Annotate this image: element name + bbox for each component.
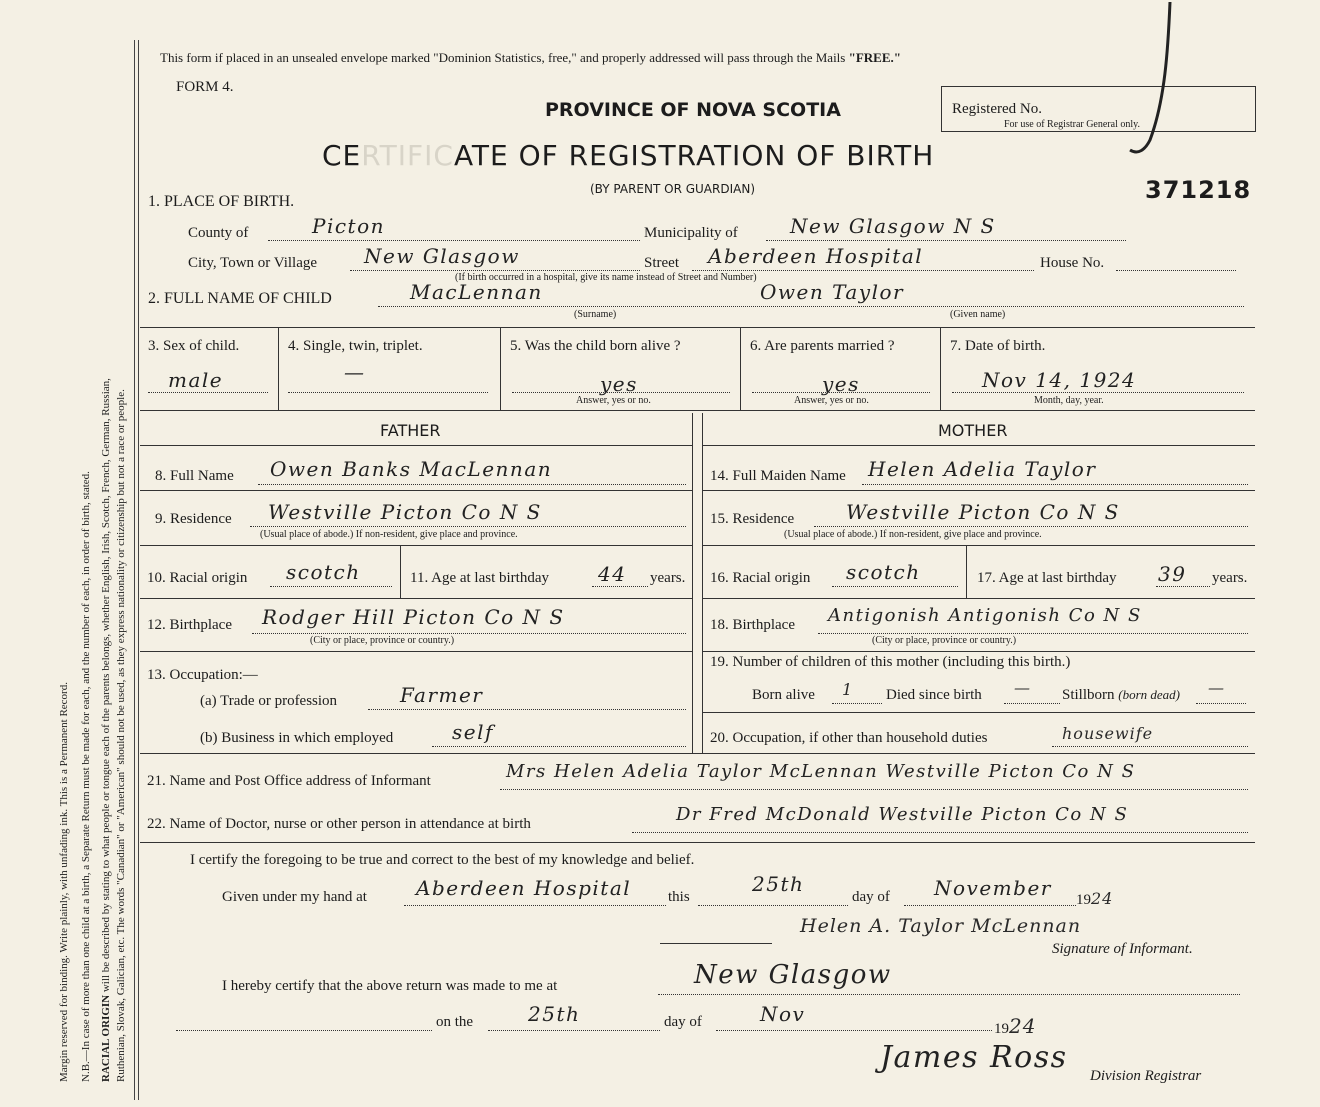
father-trade-line (368, 709, 686, 710)
mother-birthplace-line (818, 633, 1248, 634)
mother-birthplace-label: 18. Birthplace (710, 617, 795, 633)
registered-number-box (941, 86, 1256, 132)
registrar-day-value: 25th (528, 1002, 581, 1026)
father-racial-value: scotch (286, 560, 361, 584)
father-occupation-label: 13. Occupation:— (147, 667, 258, 683)
father-name-label: 8. Full Name (155, 468, 234, 484)
margin-racial-note-2: Ruthenian, Slovak, Galician, etc. The words "Canadian" or "American" should not be used, as they express nationality or citizenship but not a race or people. (115, 389, 127, 1082)
born-alive-count-label: Born alive (752, 687, 815, 703)
given-name-caption: (Given name) (950, 309, 1006, 320)
division-registrar-caption: Division Registrar (1090, 1068, 1202, 1084)
father-residence-line (250, 526, 686, 527)
given-month-line (904, 905, 1076, 906)
registered-number-label: Registered No. (952, 101, 1042, 117)
registrar-use-note: For use of Registrar General only. (1004, 119, 1140, 130)
mother-residence-note: (Usual place of abode.) If non-resident, give place and province. (784, 529, 1042, 540)
mother-age-line (1156, 586, 1210, 587)
row3-divider-4 (940, 327, 941, 410)
registrar-year-value: 24 (1009, 1014, 1037, 1038)
plurality-value: — (344, 360, 366, 384)
father-trade-value: Farmer (400, 683, 484, 707)
row3-divider-3 (740, 327, 741, 410)
mother-racial-value: scotch (846, 560, 921, 584)
plurality-line (288, 392, 488, 393)
registrar-place-line (658, 994, 1240, 995)
mother-row-rule-3 (702, 598, 1255, 599)
father-residence-note: (Usual place of abode.) If non-resident, give place and province. (260, 529, 518, 540)
mother-name-value: Helen Adelia Taylor (868, 457, 1097, 481)
father-birthplace-note: (City or place, province or country.) (310, 635, 455, 646)
father-racial-label: 10. Racial origin (147, 570, 248, 586)
surname-caption: (Surname) (574, 309, 617, 320)
parents-divider-right (702, 413, 703, 753)
mother-years-label: years. (1212, 570, 1248, 586)
registrar-signature: James Ross (880, 1040, 1068, 1075)
doctor-value: Dr Fred McDonald Westville Picton Co N S (676, 804, 1129, 825)
margin-rule-inner (138, 40, 139, 1100)
given-at-value: Aberdeen Hospital (416, 876, 632, 900)
informant-signature: Helen A. Taylor McLennan (800, 915, 1082, 937)
informant-value: Mrs Helen Adelia Taylor McLennan Westville Picton Co N S (506, 761, 1136, 782)
child-name-line (378, 306, 1244, 307)
doctor-label: 22. Name of Doctor, nurse or other person in attendance at birth (147, 816, 531, 832)
given-day-of-label: day of (852, 889, 890, 905)
stillborn-label: Stillborn (born dead) (1062, 687, 1181, 703)
signature-short-rule (660, 943, 772, 944)
sex-label: 3. Sex of child. (148, 338, 240, 354)
date-of-birth-caption: Month, day, year. (1034, 395, 1104, 406)
father-years-label: years. (650, 570, 686, 586)
stillborn-note: (born dead) (1118, 687, 1181, 702)
mother-occupation-label: 20. Occupation, if other than household duties (710, 730, 988, 746)
given-day-line (698, 905, 848, 906)
stillborn-line (1196, 703, 1246, 704)
county-label: County of (188, 225, 249, 241)
certification-top-rule (140, 842, 1255, 843)
died-since-birth-line (1004, 703, 1060, 704)
mother-occupation-line (1052, 746, 1248, 747)
mother-racial-label: 16. Racial origin (710, 570, 811, 586)
father-name-value: Owen Banks MacLennan (270, 457, 553, 481)
registrar-place-value: New Glasgow (694, 960, 892, 990)
mother-name-label: 14. Full Maiden Name (710, 468, 846, 484)
mother-row-rule-1 (702, 490, 1255, 491)
registrar-month-value: Nov (760, 1002, 806, 1026)
father-age-divider (400, 545, 401, 598)
died-since-birth-label: Died since birth (886, 687, 982, 703)
informant-top-rule (140, 753, 1255, 754)
row3-bottom-rule (140, 410, 1255, 411)
born-alive-count-line (832, 703, 882, 704)
margin-nb-note: N.B.—In case of more than one child at a birth, a Separate Return must be made for each, and the number of each, in order of birth, stated. (80, 471, 92, 1082)
certification-statement: I certify the foregoing to be true and correct to the best of my knowledge and belief. (190, 852, 695, 868)
registrar-statement: I hereby certify that the above return was made to me at (222, 978, 558, 994)
father-birthplace-line (252, 633, 686, 634)
given-month-value: November (934, 876, 1052, 900)
date-of-birth-label: 7. Date of birth. (950, 338, 1046, 354)
mother-row-rule-2 (702, 545, 1255, 546)
mother-residence-line (814, 526, 1248, 527)
father-racial-line (270, 586, 392, 587)
born-alive-caption: Answer, yes or no. (576, 395, 651, 406)
registrar-day-of-label: day of (664, 1014, 702, 1030)
hospital-note: (If birth occurred in a hospital, give its name instead of Street and Number) (455, 272, 757, 283)
city-label: City, Town or Village (188, 255, 318, 271)
street-value: Aberdeen Hospital (708, 244, 924, 268)
municipality-value: New Glasgow N S (790, 214, 996, 238)
mother-age-value: 39 (1158, 562, 1187, 586)
given-this-label: this (668, 889, 690, 905)
children-count-label: 19. Number of children of this mother (including this birth.) (710, 654, 1071, 670)
father-age-label: 11. Age at last birthday (410, 570, 549, 586)
municipality-label: Municipality of (644, 225, 738, 241)
sex-value: male (168, 368, 224, 392)
child-surname-value: MacLennan (410, 280, 543, 304)
father-row-rule-2 (140, 545, 692, 546)
mother-birthplace-value: Antigonish Antigonish Co N S (828, 605, 1142, 626)
father-age-line (592, 586, 648, 587)
mother-row-rule-5 (702, 712, 1255, 713)
mother-heading: MOTHER (938, 421, 1008, 440)
father-business-value: self (452, 720, 494, 744)
father-row-rule-3 (140, 598, 692, 599)
mother-occupation-value: housewife (1062, 724, 1154, 743)
mother-racial-line (832, 586, 958, 587)
parents-divider-left (692, 413, 693, 753)
parents-married-label: 6. Are parents married ? (750, 338, 895, 354)
row3-divider-1 (278, 327, 279, 410)
date-of-birth-value: Nov 14, 1924 (982, 368, 1137, 392)
row3-top-rule (140, 327, 1255, 328)
father-residence-value: Westville Picton Co N S (268, 500, 542, 524)
mother-birthplace-note: (City or place, province or country.) (872, 635, 1017, 646)
father-row-rule-1 (140, 490, 692, 491)
child-given-value: Owen Taylor (760, 280, 905, 304)
child-name-label: 2. FULL NAME OF CHILD (148, 290, 332, 307)
father-row-rule-4 (140, 651, 692, 652)
mother-name-line (862, 484, 1248, 485)
certificate-subtitle: (BY PARENT OR GUARDIAN) (590, 182, 755, 196)
father-business-line (432, 746, 686, 747)
father-business-label: (b) Business in which employed (200, 730, 394, 746)
row3-divider-2 (500, 327, 501, 410)
mother-row-rule-4 (702, 651, 1255, 652)
house-number-label: House No. (1040, 255, 1105, 271)
mother-age-divider (966, 545, 967, 598)
given-year-label: 1924 (1076, 889, 1114, 908)
informant-line (500, 789, 1248, 790)
mother-heading-rule (702, 445, 1255, 446)
father-trade-label: (a) Trade or profession (200, 693, 338, 709)
father-residence-label: 9. Residence (155, 511, 232, 527)
mother-residence-value: Westville Picton Co N S (846, 500, 1120, 524)
county-line (268, 240, 640, 241)
mother-residence-label: 15. Residence (710, 511, 795, 527)
father-age-value: 44 (598, 562, 627, 586)
city-line (350, 270, 640, 271)
city-value: New Glasgow (364, 244, 520, 268)
informant-signature-caption: Signature of Informant. (1052, 941, 1193, 957)
parents-married-answer: yes (822, 372, 860, 396)
given-at-label: Given under my hand at (222, 889, 367, 905)
given-at-line (404, 905, 666, 906)
died-since-birth-value: — (1014, 678, 1031, 697)
date-of-birth-line (952, 392, 1244, 393)
sex-line (148, 392, 268, 393)
municipality-line (766, 240, 1126, 241)
mail-notice: This form if placed in an unsealed envelope marked "Dominion Statistics, free," and properly addressed will pass through the Mails "FREE." (160, 50, 901, 65)
father-birthplace-label: 12. Birthplace (147, 617, 232, 633)
pen-stroke-mark (1110, 0, 1180, 160)
registrar-month-line (716, 1030, 992, 1031)
given-year-value: 24 (1091, 889, 1114, 908)
born-alive-answer: yes (600, 372, 638, 396)
margin-binding-note: Margin reserved for binding. Write plainly, with unfading ink. This is a Permanent Record. (58, 682, 70, 1082)
mother-age-label: 17. Age at last birthday (977, 570, 1117, 586)
father-birthplace-value: Rodger Hill Picton Co N S (262, 605, 565, 629)
margin-rule-outer (134, 40, 135, 1100)
given-day-value: 25th (752, 872, 805, 896)
stillborn-value: — (1208, 678, 1225, 697)
registrar-day-line (488, 1030, 660, 1031)
born-alive-count-value: 1 (842, 680, 854, 699)
house-number-line (1116, 270, 1236, 271)
father-heading: FATHER (380, 421, 441, 440)
certificate-title: CERTIFICATE OF REGISTRATION OF BIRTH (322, 139, 935, 172)
registrar-blank-line (176, 1030, 432, 1031)
father-name-line (258, 484, 686, 485)
margin-racial-note-1: RACIAL ORIGIN will be described by stating to what people or tongue each of the parents belongs, whether English, Irish, Scotch, French, German, Russian, (100, 378, 112, 1082)
plurality-label: 4. Single, twin, triplet. (288, 338, 423, 354)
parents-married-caption: Answer, yes or no. (794, 395, 869, 406)
province-heading: PROVINCE OF NOVA SCOTIA (545, 99, 841, 121)
street-line (692, 270, 1034, 271)
doctor-line (632, 832, 1248, 833)
born-alive-question-label: 5. Was the child born alive ? (510, 338, 681, 354)
form-number: FORM 4. (176, 79, 234, 95)
father-heading-rule (140, 445, 692, 446)
registrar-year-label: 1924 (994, 1014, 1037, 1038)
informant-label: 21. Name and Post Office address of Informant (147, 773, 431, 789)
registrar-on-the-label: on the (436, 1014, 474, 1030)
street-label: Street (644, 255, 679, 271)
stamp-number: 371218 (1145, 176, 1252, 204)
place-of-birth-heading: 1. PLACE OF BIRTH. (148, 193, 295, 210)
county-value: Picton (312, 214, 386, 238)
